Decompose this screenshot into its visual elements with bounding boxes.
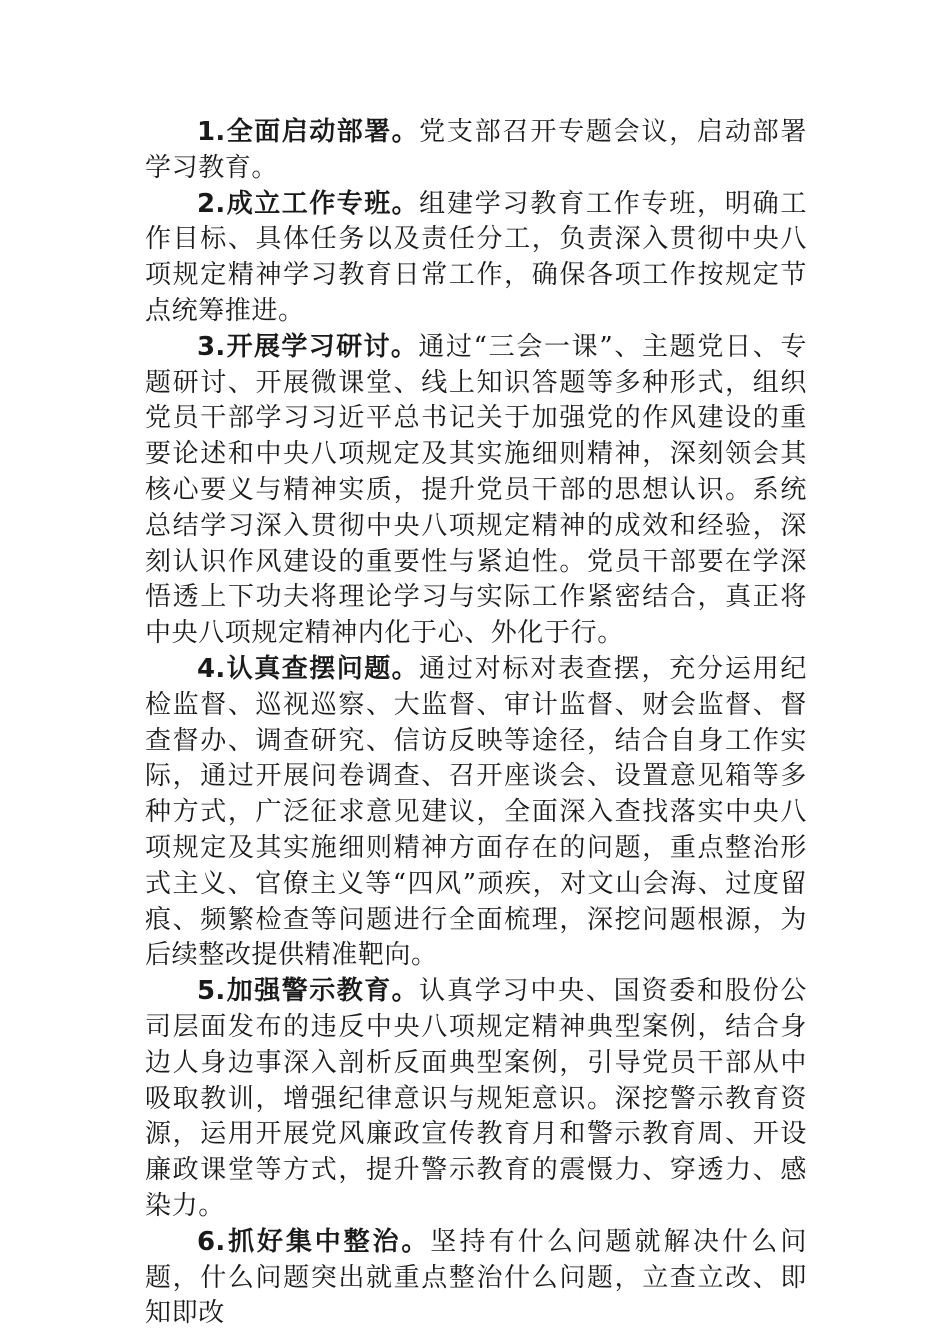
- paragraph-3: [145, 330, 807, 652]
- paragraph-2-text: 组建学习教育工作专班，明确工作目标、具体任务以及责任分工，负责深入贯彻中央八项规定精神学习教育日常工作，确保各项工作按规定节点统筹推进。: [145, 188, 808, 326]
- paragraph-5: [145, 974, 807, 1225]
- paragraph-4: [145, 652, 807, 974]
- paragraph-6-text: 坚持有什么问题就解决什么问题，什么问题突出就重点整治什么问题，立查立改、即知即改: [145, 1226, 807, 1329]
- document-body: [145, 115, 807, 1332]
- paragraph-6-heading: 6.抓好集中整治。: [197, 1226, 431, 1257]
- paragraph-3-heading: 3.开展学习研讨。: [197, 331, 419, 362]
- paragraph-1: [145, 115, 807, 187]
- paragraph-5-heading: 5.加强警示教育。: [197, 976, 420, 1007]
- paragraph-2-heading: 2.成立工作专班。: [197, 188, 420, 219]
- paragraph-1-text: 党支部召开专题会议，启动部署学习教育。: [145, 117, 808, 183]
- paragraph-5-text: 认真学习中央、国资委和股份公司层面发布的违反中央八项规定精神典型案例，结合身边人身边事深入剖析反面典型案例，引导党员干部从中吸取教训，增强纪律意识与规矩意识。深挖警示教育资源，运用开展党风廉政宣传教育月和警示教育周、开设廉政课堂等方式，提升警示教育的震慑力、穿透力、感染力。: [145, 976, 808, 1221]
- paragraph-3-text: 通过“三会一课”、主题党日、专题研讨、开展微课堂、线上知识答题等多种形式，组织党员干部学习习近平总书记关于加强党的作风建设的重要论述和中央八项规定及其实施细则精神，深刻领会其核心要义与精神实质，提升党员干部的思想认识。系统总结学习深入贯彻中央八项规定精神的成效和经验，深刻认识作风建设的重要性与紧迫性。党员干部要在学深悟透上下功夫将理论学习与实际工作紧密结合，真正将中央八项规定精神内化于心、外化于行。: [145, 331, 808, 649]
- paragraph-4-text: 通过对标对表查摆，充分运用纪检监督、巡视巡察、大监督、审计监督、财会监督、督查督办、调查研究、信访反映等途径，结合自身工作实际，通过开展问卷调查、召开座谈会、设置意见箱等多种方式，广泛征求意见建议，全面深入查找落实中央八项规定及其实施细则精神方面存在的问题，重点整治形式主义、官僚主义等“四风”顽疾，对文山会海、过度留痕、频繁检查等问题进行全面梳理，深挖问题根源，为后续整改提供精准靶向。: [145, 653, 808, 971]
- paragraph-2: [145, 187, 807, 330]
- paragraph-1-heading: 1.全面启动部署。: [197, 117, 420, 147]
- paragraph-6: [145, 1225, 807, 1332]
- paragraph-4-heading: 4.认真查摆问题。: [197, 653, 420, 684]
